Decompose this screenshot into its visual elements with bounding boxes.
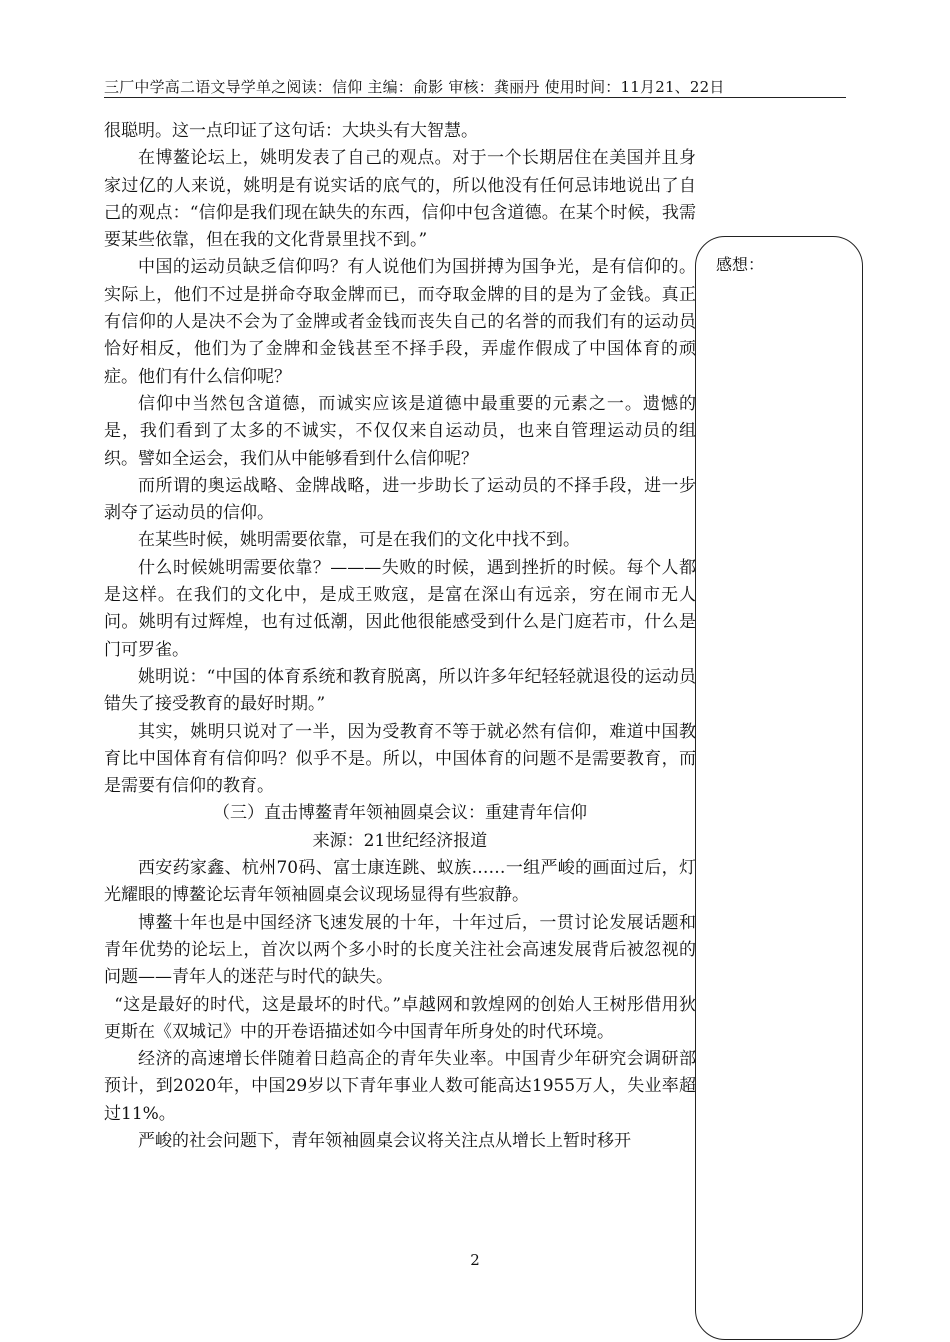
paragraph-5: 而所谓的奥运战略、金牌战略，进一步助长了运动员的不择手段，进一步剥夺了运动员的信仰。	[104, 475, 696, 524]
section-paragraph-4: 经济的高速增长伴随着日趋高企的青年失业率。中国青少年研究会调研部预计，到2020年，中国29岁以下青年事业人数可能高达1955万人，失业率超过11%。	[104, 1049, 696, 1124]
paragraph-8: 姚明说：“中国的体育系统和教育脱离，所以许多年纪轻轻就退役的运动员错失了接受教育的最好时期。”	[104, 666, 696, 715]
header-rule	[104, 97, 846, 98]
section-paragraph-5: 严峻的社会问题下，青年领袖圆桌会议将关注点从增长上暂时移开	[138, 1130, 631, 1151]
paragraph-1: 很聪明。这一点印证了这句话：大块头有大智慧。	[104, 121, 478, 141]
page-header: 三厂中学高二语文导学单之阅读：信仰 主编：俞影 审核：龚丽丹 使用时间：11月21、22日	[104, 78, 725, 96]
section-source: 来源：21世纪经济报道	[312, 830, 488, 851]
article-body	[104, 118, 696, 1155]
paragraph-6: 在某些时候，姚明需要依靠，可是在我们的文化中找不到。	[138, 530, 580, 551]
section-paragraph-2: 博鳌十年也是中国经济飞速发展的十年，十年过后，一贯讨论发展话题和青年优势的论坛上，首次以两个多小时的长度关注社会高速发展背后被忽视的问题——青年人的迷茫与时代的缺失。	[104, 912, 696, 988]
notes-box[interactable]	[695, 236, 863, 1340]
paragraph-7: 什么时候姚明需要依靠？———失败的时候，遇到挫折的时候。每个人都是这样。在我们的文化中，是成王败寇，是富在深山有远亲，穷在闹市无人问。姚明有过辉煌，也有过低潮，因此他很能感受到什么是门庭若市，什么是门可罗雀。	[104, 557, 696, 660]
paragraph-2: 在博鳌论坛上，姚明发表了自己的观点。对于一个长期居住在美国并且身家过亿的人来说，姚明是有说实话的底气的，所以他没有任何忌讳地说出了自己的观点：“信仰是我们现在缺失的东西，信仰中包含道德。在某个时候，我需要某些依靠，但在我的文化背景里找不到。”	[104, 148, 696, 251]
section-paragraph-3: “这是最好的时代，这是最坏的时代。”卓越网和敦煌网的创始人王树彤借用狄更斯在《双城记》中的开卷语描述如今中国青年所身处的时代环境。	[104, 994, 696, 1042]
notes-label: 感想：	[716, 255, 765, 274]
section-paragraph-1: 西安药家鑫、杭州70码、富士康连跳、蚁族……一组严峻的画面过后，灯光耀眼的博鳌论坛青年领袖圆桌会议现场显得有些寂静。	[104, 858, 696, 906]
paragraph-9: 其实，姚明只说对了一半，因为受教育不等于就必然有信仰，难道中国教育比中国体育有信仰吗？似乎不是。所以，中国体育的问题不是需要教育，而是需要有信仰的教育。	[104, 721, 696, 797]
section-title: （三）直击博鳌青年领袖圆桌会议：重建青年信仰	[213, 803, 587, 824]
paragraph-4: 信仰中当然包含道德，而诚实应该是道德中最重要的元素之一。遗憾的是，我们看到了太多的不诚实，不仅仅来自运动员，也来自管理运动员的组织。譬如全运会，我们从中能够看到什么信仰呢？	[104, 393, 696, 469]
paragraph-3: 中国的运动员缺乏信仰吗？有人说他们为国拼搏为国争光，是有信仰的。实际上，他们不过是拼命夺取金牌而已，而夺取金牌的目的是为了金钱。真正有信仰的人是决不会为了金牌或者金钱而丧失自己的名誉的而我们有的运动员恰好相反，他们为了金牌和金钱甚至不择手段，弄虚作假成了中国体育的顽症。他们有什么信仰呢？	[104, 257, 696, 387]
page-number: 2	[470, 1251, 480, 1269]
